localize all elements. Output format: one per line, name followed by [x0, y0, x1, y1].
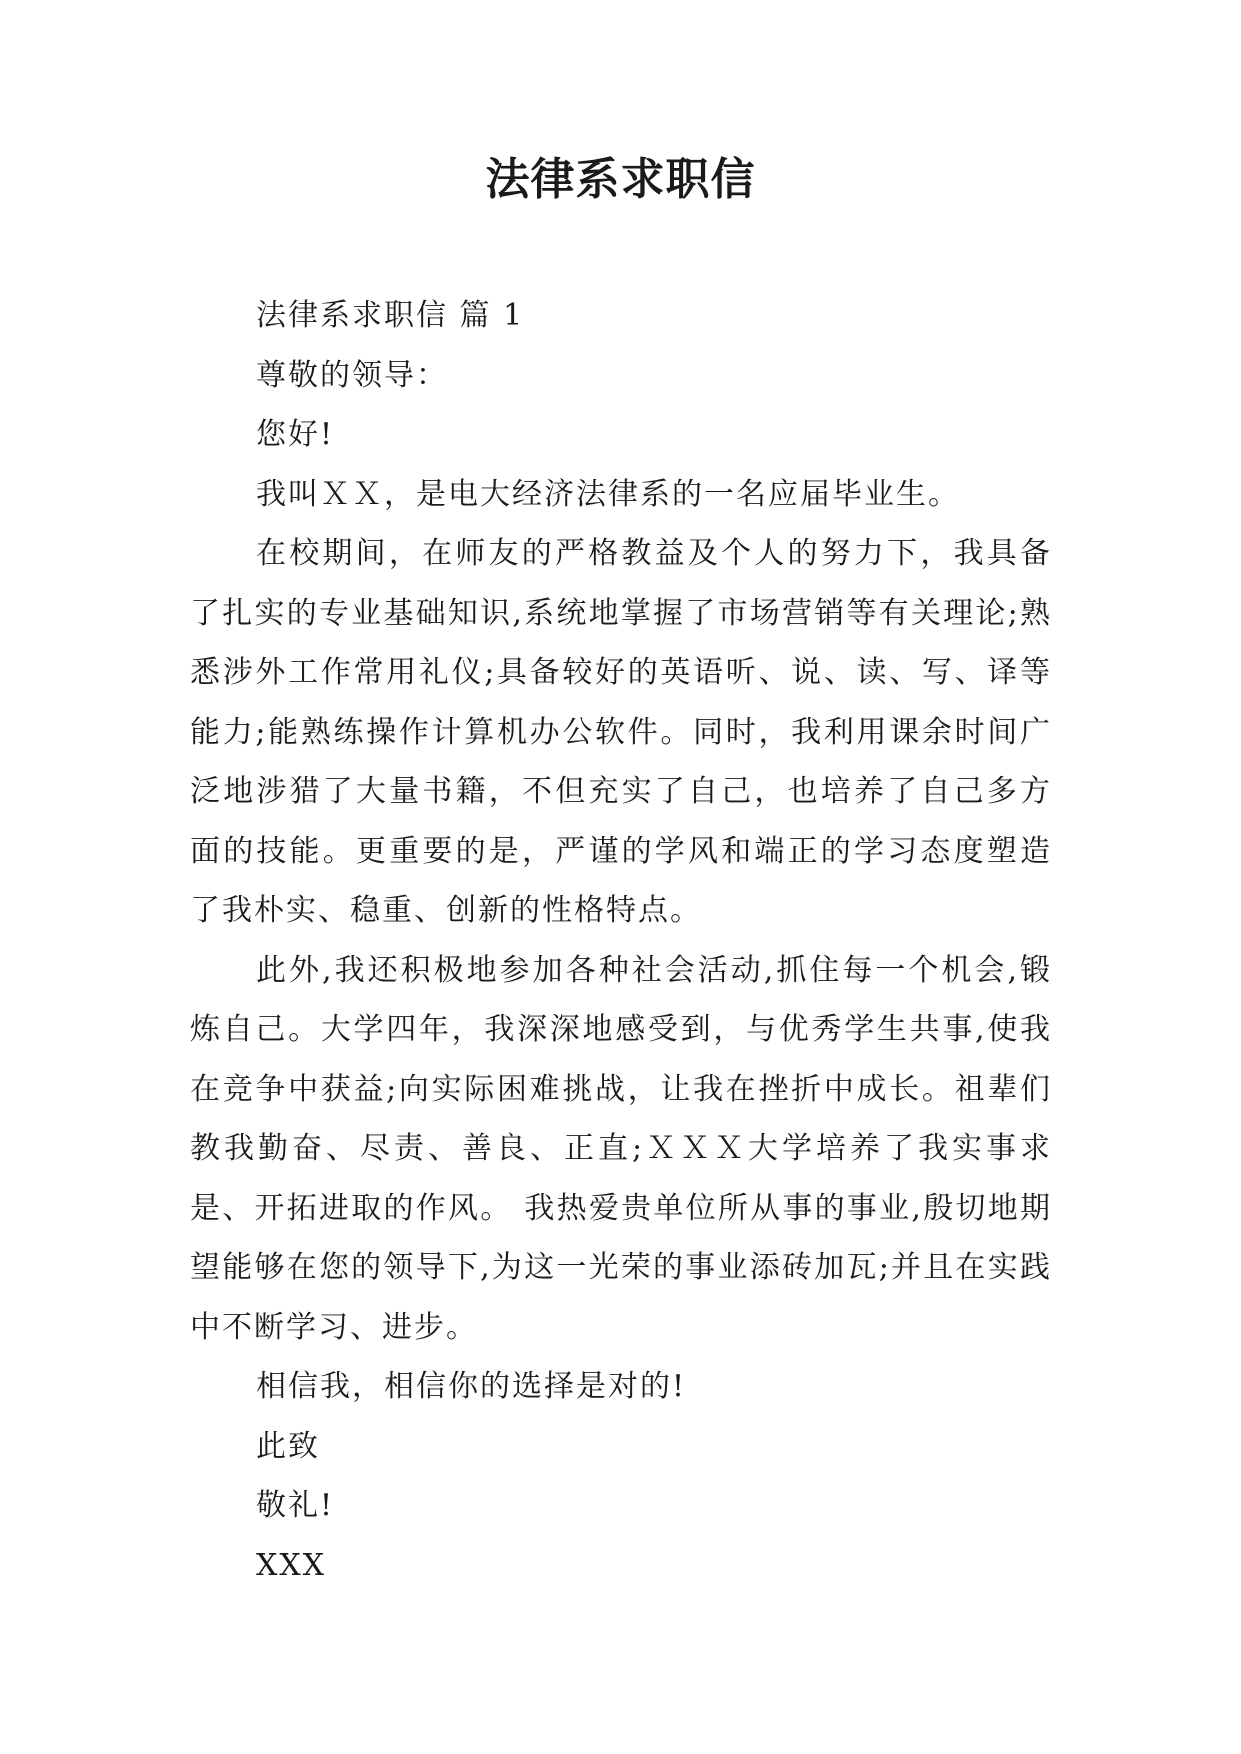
signature: XXX — [256, 1547, 327, 1583]
greeting: 您好! — [256, 417, 335, 452]
closing-phrase: 此致 — [256, 1428, 320, 1464]
section-heading: 法律系求职信 篇 1 — [256, 298, 525, 333]
closing-statement: 相信我，相信你的选择是对的! — [256, 1369, 687, 1404]
activities-paragraph: 此外,我还积极地参加各种社会活动,抓住每一个机会,锻炼自己。大学四年，我深深地感受到，与优秀学生共事,使我在竞争中获益;向实际困难挑战，让我在挫折中成长。祖辈们教我勤奋、尽责、善良、正直;ＸＸＸ大学培养了我实事求是、开拓进取的作风。 我热爱贵单位所从事的事业,殷切地期望能够在您的领导下,为这一光荣的事业添砖加瓦;并且在实践中不断学习、进步。 — [190, 952, 1052, 1345]
introduction-paragraph: 我叫ＸＸ，是电大经济法律系的一名应届毕业生。 — [256, 476, 960, 512]
salutation: 尊敬的领导： — [256, 357, 448, 393]
letter-body — [190, 286, 1052, 1595]
document-title: 法律系求职信 — [485, 154, 756, 205]
regards: 敬礼! — [256, 1488, 335, 1523]
education-paragraph: 在校期间，在师友的严格教益及个人的努力下，我具备了扎实的专业基础知识,系统地掌握了市场营销等有关理论;熟悉涉外工作常用礼仪;具备较好的英语听、说、读、写、译等能力;能熟练操作计算机办公软件。同时，我利用课余时间广泛地涉猎了大量书籍，不但充实了自己，也培养了自己多方面的技能。更重要的是，严谨的学风和端正的学习态度塑造了我朴实、稳重、创新的性格特点。 — [190, 536, 1052, 928]
